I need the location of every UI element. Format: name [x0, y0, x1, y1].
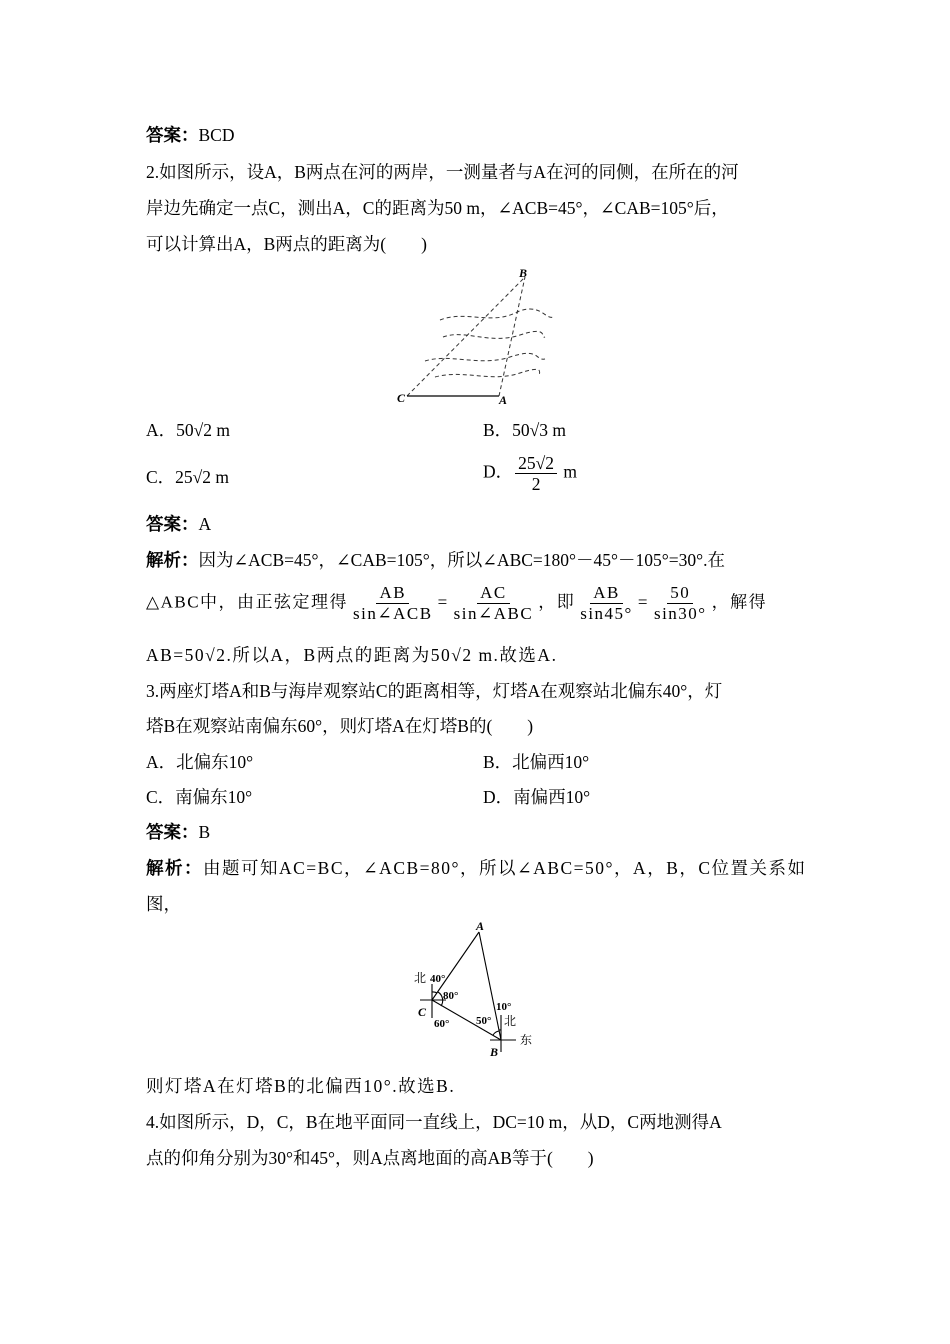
solution-2-line-2: △ABC中，由正弦定理得 $\frac{AB}{\text{sin∠ACB}}$ = $\frac{AC}{\text{sin∠ABC}}$ ，即 $\frac{AB}{\sin 45^\circ}$ = $\frac{50}{\sin 30^\circ}$ ，解得 — [146, 583, 768, 623]
q2-option-c: C．25√2 m — [146, 467, 230, 487]
answer-label: 答案： — [146, 514, 199, 534]
q3-option-a: A．北偏东10° — [146, 752, 254, 772]
solution-text: △ABC中，由正弦定理得 — [146, 592, 349, 612]
q4-line-2: 点的仰角分别为30°和45°，则A点离地面的高AB等于( ) — [146, 1148, 594, 1168]
q4-line-1: 4.如图所示，D，C，B在地平面同一直线上，DC=10 m，从D，C两地测得A — [146, 1112, 722, 1132]
fraction-3 — [577, 583, 636, 624]
label-a: A — [499, 393, 508, 407]
answer-3 — [146, 820, 210, 844]
answer-label: 答案： — [146, 822, 199, 842]
segment-cb — [407, 277, 525, 396]
solution-text: 因为∠ACB=45°，∠CAB=105°，所以∠ABC=180°－45°－105°=30°.在 — [198, 550, 726, 570]
fraction-numerator: AB — [376, 583, 409, 604]
label-60: 60° — [434, 1018, 450, 1030]
label-north-c: 北 — [414, 971, 427, 985]
fraction-denominator: sin∠ACB — [353, 604, 433, 623]
fraction-numerator: 50 — [667, 583, 693, 604]
solution-label: 解析： — [146, 550, 199, 570]
q3-line-2: 塔B在观察站南偏东60°，则灯塔A在灯塔B的( ) — [146, 716, 534, 736]
lighthouse-figure — [408, 920, 543, 1065]
q2-option-b: B．50√3 m — [483, 420, 567, 440]
solution-label: 解析： — [146, 858, 203, 878]
segment-ab — [499, 277, 525, 396]
answer-2 — [146, 512, 211, 536]
label-80: 80° — [443, 990, 459, 1002]
q2-line-3: 可以计算出A，B两点的距离为( ) — [146, 234, 427, 254]
fraction-numerator: 25√2 — [515, 453, 557, 474]
label-c: C — [418, 1005, 427, 1019]
fraction-1 — [350, 583, 436, 624]
solution-3-line-2: 图， — [146, 894, 181, 914]
arc-40 — [432, 992, 437, 993]
label-north-b: 北 — [504, 1014, 517, 1028]
fraction-4 — [651, 583, 710, 624]
label-c: C — [397, 391, 406, 405]
answer-label: 答案： — [146, 125, 199, 145]
solution-3-line-1 — [146, 856, 807, 880]
answer-1 — [146, 123, 234, 147]
solution-2-line-1 — [146, 548, 725, 572]
fraction — [515, 453, 557, 494]
q2-line-2: 岸边先确定一点C，测出A，C的距离为50 m，∠ACB=45°，∠CAB=105°后， — [146, 198, 729, 218]
solution-text: 由题可知AC=BC，∠ACB=80°，所以∠ABC=50°，A，B，C位置关系如 — [203, 858, 807, 878]
river-wave — [443, 331, 545, 338]
label-b: B — [519, 266, 528, 280]
fraction-denominator: sin∠ABC — [453, 604, 534, 623]
option-prefix: D． — [483, 461, 514, 482]
label-50: 50° — [476, 1015, 492, 1027]
q2-option-a: A．50√2 m — [146, 420, 230, 440]
q3-option-b: B．北偏西10° — [483, 752, 590, 772]
fraction-denominator: sin30° — [653, 604, 707, 623]
answer-value: A — [198, 514, 212, 534]
solution-text: ，即 — [538, 592, 576, 612]
fraction-numerator: AB — [590, 583, 623, 604]
solution-3-line-3: 则灯塔A在灯塔B的北偏西10°.故选B. — [146, 1076, 456, 1096]
river-wave — [435, 369, 541, 377]
answer-value: B — [198, 822, 211, 842]
fraction-denominator: 2 — [531, 474, 541, 494]
river-figure — [395, 265, 560, 410]
river-wave — [440, 309, 553, 320]
label-east: 东 — [520, 1033, 533, 1047]
fraction-numerator: AC — [477, 583, 510, 604]
solution-text: ，解得 — [711, 592, 768, 612]
fraction-2 — [451, 583, 537, 624]
label-40: 40° — [430, 973, 446, 985]
fraction-denominator: sin45° — [580, 604, 633, 623]
q2-option-d — [483, 453, 577, 494]
q3-option-c: C．南偏东10° — [146, 787, 253, 807]
label-10: 10° — [496, 1001, 512, 1013]
q2-line-1: 2.如图所示，设A，B两点在河的两岸，一测量者与A在河的同侧，在所在的河 — [146, 162, 739, 182]
label-b: B — [490, 1045, 499, 1059]
label-a: A — [476, 920, 485, 933]
arc-50 — [493, 1031, 499, 1035]
answer-value: BCD — [198, 125, 235, 145]
solution-2-line-3: AB=50√2.所以A，B两点的距离为50√2 m.故选A. — [146, 645, 558, 665]
q3-option-d: D．南偏西10° — [483, 787, 591, 807]
q3-line-1: 3.两座灯塔A和B与海岸观察站C的距离相等，灯塔A在观察站北偏东40°，灯 — [146, 681, 723, 701]
option-unit: m — [563, 461, 577, 482]
